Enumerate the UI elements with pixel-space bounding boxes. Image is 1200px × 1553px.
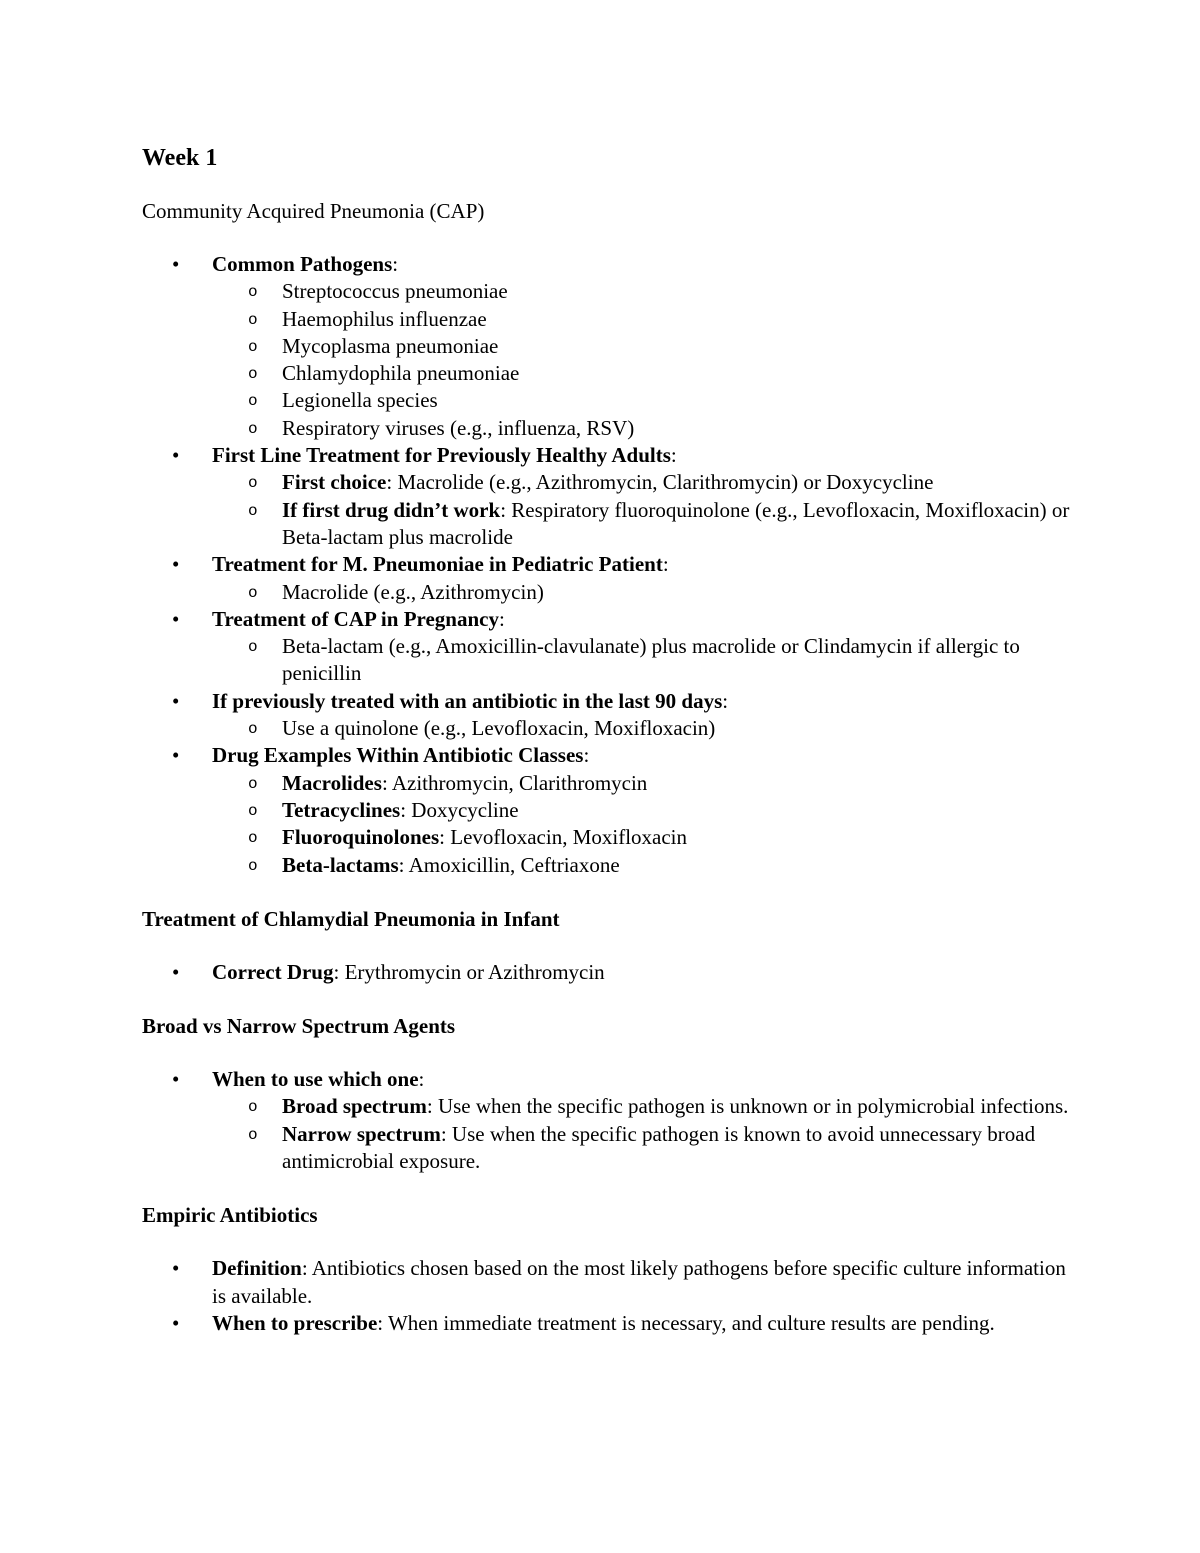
item-label: Common Pathogens — [212, 252, 393, 276]
chlamydial-list — [142, 959, 1082, 986]
item-term: Broad spectrum — [282, 1094, 427, 1119]
item-suffix: : — [418, 1067, 425, 1092]
item-text: : When immediate treatment is necessary, and culture results are pending. — [377, 1310, 995, 1335]
item-text: : Doxycycline — [400, 797, 519, 822]
item-text: : Respiratory fluoroquinolone (e.g., Levofloxacin, Moxifloxacin) or Beta-lactam plus macrolide — [282, 497, 1070, 549]
section-heading-cap: Community Acquired Pneumonia (CAP) — [142, 199, 485, 223]
list-item: o Respiratory viruses (e.g., influenza, RSV) — [212, 415, 1082, 442]
list-item-previously-treated — [142, 688, 1082, 743]
item-label: Drug Examples Within Antibiotic Classes — [212, 743, 584, 768]
list-item — [212, 1121, 1082, 1176]
list-item — [212, 1093, 1082, 1120]
item-label: First Line Treatment for Previously Healthy Adults — [212, 443, 671, 468]
list-item: o Beta-lactam (e.g., Amoxicillin-clavulanate) plus macrolide or Clindamycin if allergic to penicillin — [212, 633, 1082, 688]
item-text: : Azithromycin, Clarithromycin — [381, 770, 648, 795]
item-label: Treatment of CAP in Pregnancy — [212, 606, 499, 631]
spectrum-list — [142, 1066, 1082, 1175]
item-suffix: : — [583, 743, 590, 768]
item-term: Definition — [212, 1256, 302, 1281]
list-item — [142, 959, 1082, 986]
list-item: o Legionella species — [212, 387, 1082, 414]
list-item — [212, 797, 1082, 824]
list-item: o Streptococcus pneumoniae — [212, 278, 1082, 305]
item-term: Tetracyclines — [282, 797, 401, 822]
drug-examples-list — [212, 770, 1082, 879]
item-text: : Use when the specific pathogen is unknown or in polymicrobial infections. — [426, 1094, 1069, 1119]
list-item — [142, 1255, 1082, 1310]
item-term: Narrow spectrum — [282, 1121, 441, 1146]
when-to-use-list — [212, 1093, 1082, 1175]
item-label: If previously treated with an antibiotic in the last 90 days — [212, 688, 723, 713]
section-heading-empiric: Empiric Antibiotics — [142, 1203, 318, 1228]
list-item: o Mycoplasma pneumoniae — [212, 333, 1082, 360]
page-title: Week 1 — [142, 145, 218, 171]
pathogen-list — [212, 278, 1082, 442]
list-item-first-line — [142, 442, 1082, 551]
first-line-list — [212, 469, 1082, 551]
item-label: Treatment for M. Pneumoniae in Pediatric Patient — [212, 552, 663, 577]
item-term: Correct Drug — [212, 959, 334, 984]
item-suffix: : — [392, 252, 399, 276]
item-text: : Antibiotics chosen based on the most likely pathogens before specific culture information is available. — [212, 1256, 1066, 1308]
section-heading-chlamydial: Treatment of Chlamydial Pneumonia in Infant — [142, 906, 560, 931]
list-item — [212, 852, 1082, 879]
item-suffix: : — [722, 688, 729, 713]
list-item-when-to-use — [142, 1066, 1082, 1175]
item-text: : Erythromycin or Azithromycin — [333, 959, 605, 984]
list-item — [212, 497, 1082, 552]
list-item — [212, 824, 1082, 851]
list-item-pediatric — [142, 551, 1082, 606]
section-heading-spectrum: Broad vs Narrow Spectrum Agents — [142, 1014, 456, 1039]
list-item: o Use a quinolone (e.g., Levofloxacin, Moxifloxacin) — [212, 715, 1082, 742]
item-text: : Amoxicillin, Ceftriaxone — [398, 852, 620, 877]
item-label: When to use which one — [212, 1067, 419, 1092]
list-item-drug-examples — [142, 742, 1082, 878]
item-term: Fluoroquinolones — [282, 825, 440, 850]
item-text: : Macrolide (e.g., Azithromycin, Clarithromycin) or Doxycycline — [386, 470, 934, 495]
list-item-common-pathogens — [142, 251, 1082, 442]
item-suffix: : — [498, 606, 505, 631]
previously-treated-list — [212, 715, 1082, 742]
pregnancy-list — [212, 633, 1082, 688]
list-item-pregnancy — [142, 606, 1082, 688]
list-item — [142, 1310, 1082, 1337]
item-term: First choice — [282, 470, 387, 495]
item-text: : Levofloxacin, Moxifloxacin — [439, 825, 688, 850]
cap-list — [142, 251, 1082, 879]
item-term: Macrolides — [282, 770, 382, 795]
list-item: o Haemophilus influenzae — [212, 306, 1082, 333]
list-item — [212, 770, 1082, 797]
item-text: : Use when the specific pathogen is known to avoid unnecessary broad antimicrobial exposure. — [282, 1121, 1036, 1174]
item-suffix: : — [662, 552, 669, 577]
item-suffix: : — [670, 443, 677, 468]
item-term: Beta-lactams — [282, 852, 399, 877]
empiric-list — [142, 1255, 1082, 1337]
list-item — [212, 469, 1082, 496]
document-page — [142, 141, 1082, 1363]
item-term: When to prescribe — [212, 1310, 378, 1335]
item-term: If first drug didn’t work — [282, 497, 501, 522]
list-item: o Macrolide (e.g., Azithromycin) — [212, 579, 1082, 606]
list-item: o Chlamydophila pneumoniae — [212, 360, 1082, 387]
pediatric-list — [212, 579, 1082, 606]
